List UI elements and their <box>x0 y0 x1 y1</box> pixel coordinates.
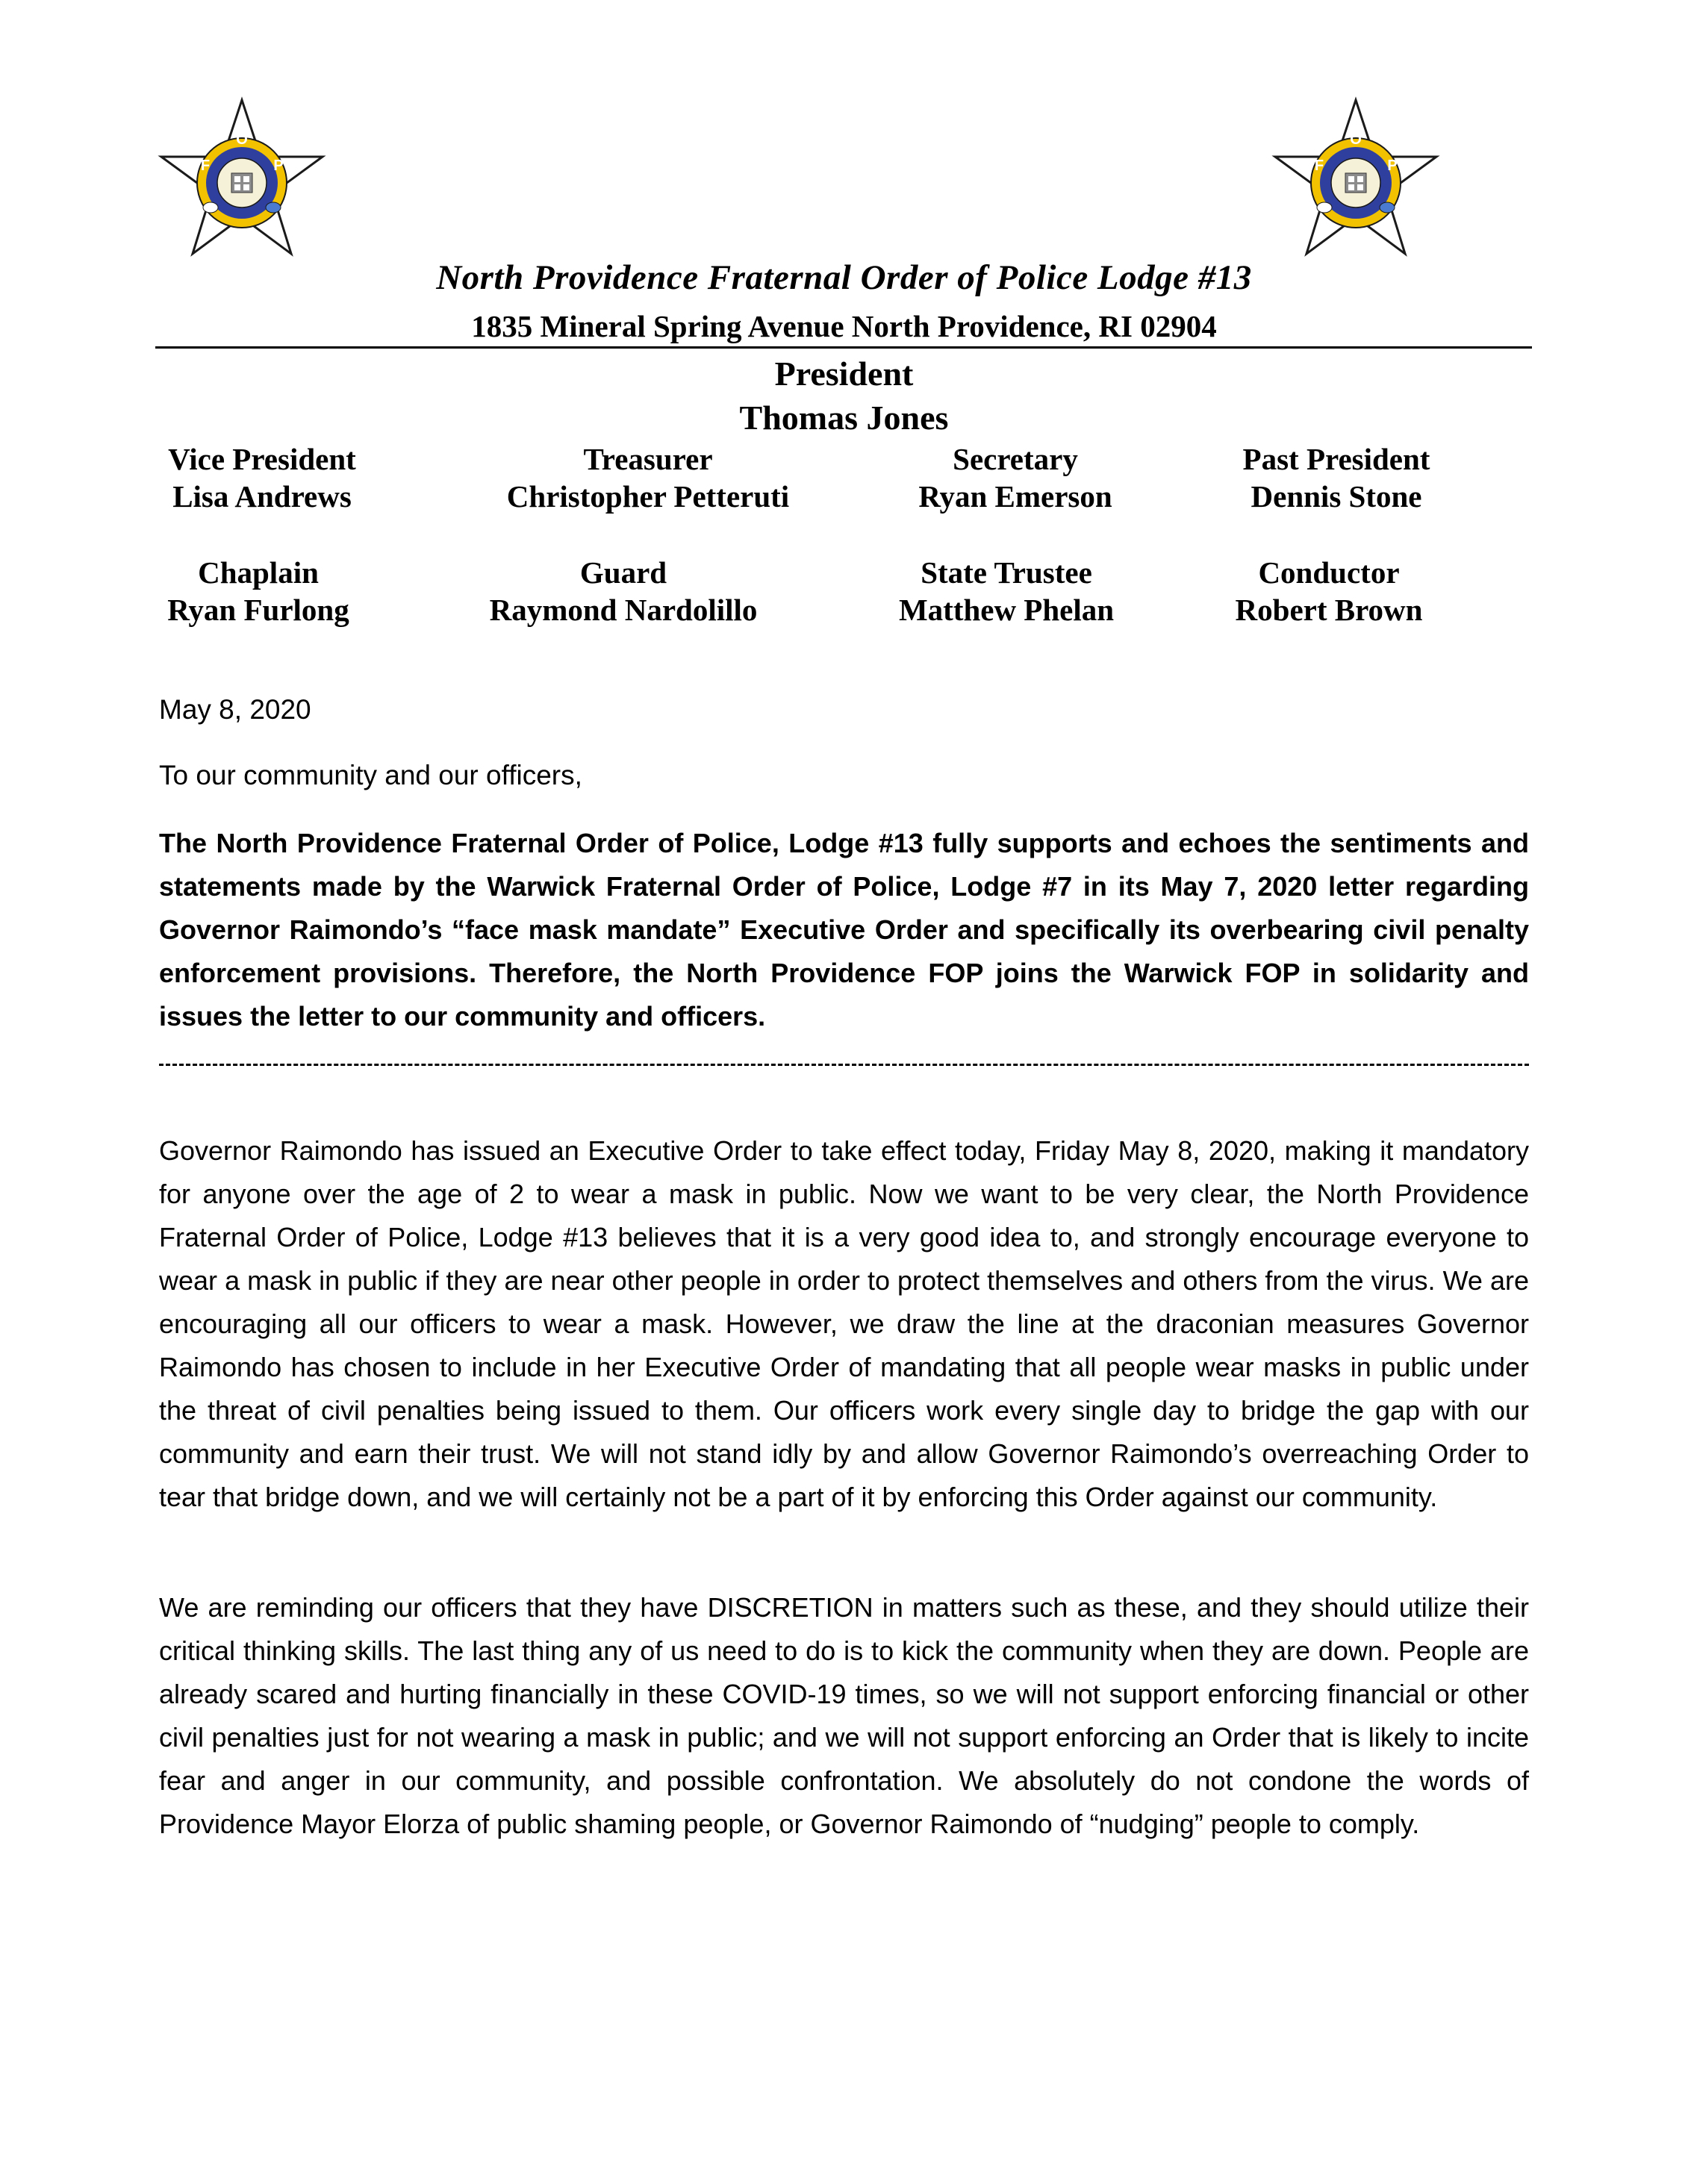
officer-title: Secretary <box>953 442 1078 476</box>
logo-letter-o: O <box>1350 131 1362 148</box>
president-name: Thomas Jones <box>739 399 949 437</box>
officer-title: Vice President <box>168 442 356 476</box>
officer-guard <box>444 554 803 628</box>
logo-letter-f: F <box>1314 157 1324 174</box>
officer-name: Raymond Nardolillo <box>489 593 758 627</box>
officer-name: Robert Brown <box>1235 593 1423 627</box>
officer-vice-president <box>83 440 441 515</box>
officer-title: Guard <box>579 555 667 590</box>
dashed-separator <box>159 1064 1529 1066</box>
president-title: President <box>774 355 914 393</box>
officer-conductor <box>1150 554 1508 628</box>
officer-name: Ryan Emerson <box>918 479 1112 514</box>
header-divider <box>155 346 1532 349</box>
officer-past-president <box>1157 440 1516 515</box>
lodge-name-heading: North Providence Fraternal Order of Police Lodge #13 <box>436 258 1252 297</box>
officer-state-trustee <box>827 554 1186 628</box>
officer-name: Christopher Petteruti <box>506 479 790 514</box>
officer-treasurer <box>469 440 827 515</box>
officer-title: State Trustee <box>921 555 1092 590</box>
fop-star-logo-left <box>155 96 328 269</box>
body-paragraph-1: Governor Raimondo has issued an Executive Order to take effect today, Friday May 8, 2020, making it mandatory for anyone over the age of 2 to wear a mask in public. Now we want to be very clear, the North Providence Fraternal Order of Police, Lodge #13 believes that it is a very good idea to, and strongly encourage everyone to wear a mask in public if they are near other people in order to protect themselves and others from the virus. We are encouraging all our officers to wear a mask. However, we draw the line at the draconian measures Governor Raimondo has chosen to include in her Executive Order of mandating that all people wear masks in public under the threat of civil penalties being issued to them. Our officers work every single day to bridge the gap with our community and earn their trust. We will not stand idly by and allow Governor Raimondo’s overreaching Order to tear that bridge down, and we will certainly not be a part of it by enforcing this Order against our community. <box>159 1135 1529 1512</box>
intro-statement: The North Providence Fraternal Order of Police, Lodge #13 fully supports and echoes the sentiments and statements made by the Warwick Fraternal Order of Police, Lodge #7 in its May 7, 2020 letter regarding Governor Raimondo’s “face mask mandate” Executive Order and specifically its overbearing civil penalty enforcement provisions. Therefore, the North Providence FOP joins the Warwick FOP in solidarity and issues the letter to our community and officers. <box>159 828 1529 1032</box>
logo-letter-p: P <box>1387 157 1398 174</box>
body-paragraph-2: We are reminding our officers that they have DISCRETION in matters such as these, and they should utilize their critical thinking skills. The last thing any of us need to do is to kick the community when they are down. People are already scared and hurting financially in these COVID-19 times, so we will not support enforcing financial or other civil penalties just for not wearing a mask in public; and we will not support enforcing an Order that is likely to incite fear and anger in our community, and possible confrontation. We absolutely do not condone the words of Providence Mayor Elorza of public shaming people, or Governor Raimondo of “nudging” people to comply. <box>159 1592 1529 1839</box>
officer-name: Lisa Andrews <box>172 479 352 514</box>
letter-salutation: To our community and our officers, <box>159 760 582 790</box>
logo-letter-o: O <box>236 131 248 148</box>
logo-letter-f: F <box>200 157 211 174</box>
officer-title: Treasurer <box>583 442 713 476</box>
officer-secretary <box>836 440 1195 515</box>
officer-name: Dennis Stone <box>1251 479 1422 514</box>
officer-title: Chaplain <box>198 555 319 590</box>
officer-chaplain <box>79 554 437 628</box>
officer-title: Conductor <box>1258 555 1400 590</box>
officer-name: Ryan Furlong <box>167 593 349 627</box>
officer-name: Matthew Phelan <box>898 593 1115 627</box>
officer-title: Past President <box>1242 442 1430 476</box>
logo-letter-p: P <box>273 157 284 174</box>
letter-date: May 8, 2020 <box>159 694 311 725</box>
fop-star-logo-right <box>1269 96 1442 269</box>
lodge-address: 1835 Mineral Spring Avenue North Providence, RI 02904 <box>471 309 1217 343</box>
